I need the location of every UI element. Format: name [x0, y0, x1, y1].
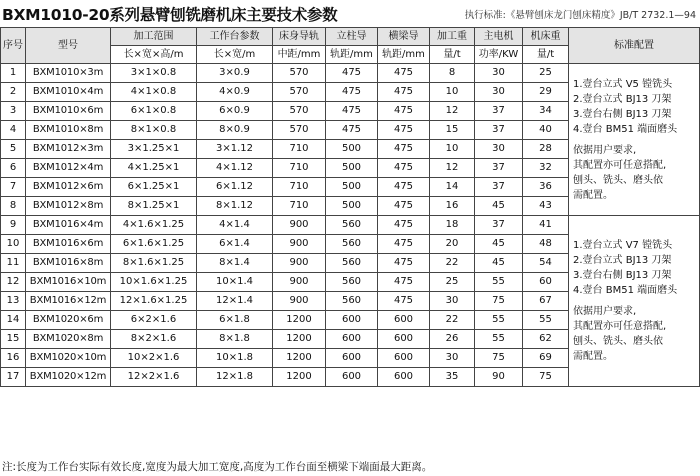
- cell-bed: 1200: [273, 311, 326, 330]
- footnote: 注:长度为工作台实际有效长度,宽度为最大加工宽度,高度为工作台面至横梁下端面最大距离。: [2, 461, 433, 473]
- cell-model: BXM1010×4m: [26, 83, 111, 102]
- cell-motor: 30: [475, 64, 523, 83]
- cell-column: 500: [326, 197, 378, 216]
- cell-column: 475: [326, 64, 378, 83]
- cell-column: 500: [326, 159, 378, 178]
- header-range: 加工范围: [111, 28, 197, 46]
- config-line: 3.壹台右侧 BJ13 刀架: [573, 270, 672, 281]
- header-row: [1, 28, 700, 46]
- cell-range: 8×1.25×1: [111, 197, 197, 216]
- cell-model: BXM1010×6m: [26, 102, 111, 121]
- cell-column: 560: [326, 273, 378, 292]
- cell-seq: 4: [1, 121, 26, 140]
- header-motor: 主电机: [475, 28, 523, 46]
- cell-range: 3×1×0.8: [111, 64, 197, 83]
- cell-seq: 2: [1, 83, 26, 102]
- cell-motor: 37: [475, 121, 523, 140]
- config-line: 2.壹台立式 BJ13 刀架: [573, 93, 672, 105]
- cell-machine: 75: [523, 368, 569, 387]
- cell-bed: 900: [273, 216, 326, 235]
- cell-motor: 55: [475, 273, 523, 292]
- cell-table: 3×0.9: [197, 64, 273, 83]
- cell-model: BXM1010×8m: [26, 121, 111, 140]
- cell-machine: 48: [523, 235, 569, 254]
- cell-beam: 475: [378, 64, 430, 83]
- cell-seq: 11: [1, 254, 26, 273]
- cell-weight: 20: [430, 235, 475, 254]
- cell-column: 560: [326, 254, 378, 273]
- header-seq: 序号: [1, 28, 26, 64]
- cell-beam: 475: [378, 235, 430, 254]
- cell-bed: 710: [273, 159, 326, 178]
- cell-table: 6×1.8: [197, 311, 273, 330]
- cell-table: 10×1.4: [197, 273, 273, 292]
- cell-machine: 32: [523, 159, 569, 178]
- cell-weight: 26: [430, 330, 475, 349]
- config-extra-line: 其配置亦可任意搭配,: [573, 159, 667, 171]
- header-model: 型号: [26, 28, 111, 64]
- table-row: [1, 216, 700, 235]
- cell-machine: 28: [523, 140, 569, 159]
- cell-weight: 25: [430, 273, 475, 292]
- cell-machine: 67: [523, 292, 569, 311]
- cell-seq: 3: [1, 102, 26, 121]
- cell-seq: 13: [1, 292, 26, 311]
- cell-motor: 30: [475, 83, 523, 102]
- cell-range: 8×1.6×1.25: [111, 254, 197, 273]
- cell-range: 6×1.6×1.25: [111, 235, 197, 254]
- config-extra-line: 需配置。: [573, 189, 613, 201]
- cell-range: 6×1.25×1: [111, 178, 197, 197]
- cell-weight: 35: [430, 368, 475, 387]
- header-weight: 加工重: [430, 28, 475, 46]
- cell-range: 12×2×1.6: [111, 368, 197, 387]
- cell-beam: 475: [378, 273, 430, 292]
- subheader-column: 轨距/mm: [326, 46, 378, 64]
- cell-bed: 900: [273, 235, 326, 254]
- cell-range: 8×2×1.6: [111, 330, 197, 349]
- cell-range: 8×1×0.8: [111, 121, 197, 140]
- page-title: BXM1010-20系列悬臂刨铣磨机床主要技术参数: [2, 6, 338, 24]
- cell-seq: 12: [1, 273, 26, 292]
- cell-column: 600: [326, 311, 378, 330]
- cell-bed: 570: [273, 64, 326, 83]
- cell-model: BXM1010×3m: [26, 64, 111, 83]
- cell-beam: 475: [378, 197, 430, 216]
- cell-range: 10×2×1.6: [111, 349, 197, 368]
- spec-table-body: [1, 64, 700, 387]
- cell-beam: 475: [378, 121, 430, 140]
- cell-table: 10×1.8: [197, 349, 273, 368]
- cell-motor: 30: [475, 140, 523, 159]
- cell-range: 4×1.25×1: [111, 159, 197, 178]
- cell-machine: 54: [523, 254, 569, 273]
- config-line: 3.壹台右侧 BJ13 刀架: [573, 108, 672, 120]
- standard-reference: 执行标准:《悬臂刨床龙门刨床精度》JB/T 2732.1—94: [464, 10, 696, 21]
- cell-motor: 45: [475, 235, 523, 254]
- table-row: [1, 64, 700, 83]
- cell-weight: 12: [430, 102, 475, 121]
- cell-seq: 17: [1, 368, 26, 387]
- cell-column: 560: [326, 235, 378, 254]
- cell-beam: 475: [378, 254, 430, 273]
- header-bed: 床身导轨: [273, 28, 326, 46]
- cell-beam: 475: [378, 178, 430, 197]
- subheader-machine: 量/t: [523, 46, 569, 64]
- cell-model: BXM1016×8m: [26, 254, 111, 273]
- cell-seq: 6: [1, 159, 26, 178]
- cell-range: 6×1×0.8: [111, 102, 197, 121]
- header-beam: 横梁导: [378, 28, 430, 46]
- cell-seq: 16: [1, 349, 26, 368]
- config-extra-line: 依据用户要求,: [573, 144, 637, 156]
- config-line: 1.壹台立式 V5 镗铣头: [573, 78, 673, 90]
- cell-bed: 710: [273, 140, 326, 159]
- cell-machine: 69: [523, 349, 569, 368]
- cell-seq: 7: [1, 178, 26, 197]
- cell-machine: 25: [523, 64, 569, 83]
- cell-table: 3×1.12: [197, 140, 273, 159]
- cell-table: 8×0.9: [197, 121, 273, 140]
- config-line: 4.壹台 BM51 端面磨头: [573, 285, 678, 296]
- cell-model: BXM1020×6m: [26, 311, 111, 330]
- cell-table: 4×1.4: [197, 216, 273, 235]
- subheader-range: 长×宽×高/m: [111, 46, 197, 64]
- cell-column: 475: [326, 102, 378, 121]
- cell-model: BXM1016×4m: [26, 216, 111, 235]
- cell-column: 500: [326, 178, 378, 197]
- cell-column: 600: [326, 368, 378, 387]
- cell-weight: 10: [430, 83, 475, 102]
- cell-weight: 15: [430, 121, 475, 140]
- cell-weight: 30: [430, 349, 475, 368]
- cell-beam: 475: [378, 159, 430, 178]
- cell-machine: 60: [523, 273, 569, 292]
- cell-column: 600: [326, 330, 378, 349]
- cell-motor: 75: [475, 292, 523, 311]
- cell-bed: 1200: [273, 330, 326, 349]
- subheader-motor: 功率/KW: [475, 46, 523, 64]
- subheader-beam: 轨距/mm: [378, 46, 430, 64]
- cell-weight: 22: [430, 311, 475, 330]
- cell-table: 8×1.12: [197, 197, 273, 216]
- cell-column: 560: [326, 292, 378, 311]
- cell-range: 10×1.6×1.25: [111, 273, 197, 292]
- cell-table: 6×0.9: [197, 102, 273, 121]
- cell-beam: 600: [378, 311, 430, 330]
- cell-bed: 570: [273, 102, 326, 121]
- cell-beam: 475: [378, 292, 430, 311]
- cell-model: BXM1012×8m: [26, 197, 111, 216]
- cell-model: BXM1012×6m: [26, 178, 111, 197]
- cell-range: 6×2×1.6: [111, 311, 197, 330]
- cell-table: 4×1.12: [197, 159, 273, 178]
- cell-motor: 75: [475, 349, 523, 368]
- header-column: 立柱导: [326, 28, 378, 46]
- cell-model: BXM1020×10m: [26, 349, 111, 368]
- cell-seq: 10: [1, 235, 26, 254]
- cell-weight: 10: [430, 140, 475, 159]
- cell-range: 4×1.6×1.25: [111, 216, 197, 235]
- header-table: 工作台参数: [197, 28, 273, 46]
- cell-weight: 12: [430, 159, 475, 178]
- cell-machine: 34: [523, 102, 569, 121]
- cell-motor: 37: [475, 102, 523, 121]
- cell-beam: 600: [378, 349, 430, 368]
- cell-bed: 570: [273, 121, 326, 140]
- cell-beam: 600: [378, 330, 430, 349]
- cell-table: 8×1.4: [197, 254, 273, 273]
- cell-bed: 710: [273, 197, 326, 216]
- cell-model: BXM1020×12m: [26, 368, 111, 387]
- cell-beam: 475: [378, 102, 430, 121]
- header-config: 标准配置: [569, 28, 700, 64]
- cell-seq: 5: [1, 140, 26, 159]
- cell-motor: 45: [475, 254, 523, 273]
- config-extra-line: 刨头、铣头、磨头依: [573, 174, 663, 186]
- cell-weight: 30: [430, 292, 475, 311]
- cell-table: 6×1.12: [197, 178, 273, 197]
- cell-bed: 900: [273, 254, 326, 273]
- cell-seq: 8: [1, 197, 26, 216]
- config-line: 4.壹台 BM51 端面磨头: [573, 123, 678, 135]
- cell-range: 4×1×0.8: [111, 83, 197, 102]
- cell-column: 475: [326, 121, 378, 140]
- cell-model: BXM1016×6m: [26, 235, 111, 254]
- cell-seq: 15: [1, 330, 26, 349]
- cell-table: 12×1.8: [197, 368, 273, 387]
- cell-machine: 41: [523, 216, 569, 235]
- cell-model: BXM1016×10m: [26, 273, 111, 292]
- cell-model: BXM1020×8m: [26, 330, 111, 349]
- cell-range: 12×1.6×1.25: [111, 292, 197, 311]
- cell-machine: 43: [523, 197, 569, 216]
- cell-machine: 62: [523, 330, 569, 349]
- subheader-weight: 量/t: [430, 46, 475, 64]
- cell-bed: 1200: [273, 368, 326, 387]
- cell-bed: 1200: [273, 349, 326, 368]
- header-machine: 机床重: [523, 28, 569, 46]
- config-extra-line: 需配置。: [573, 351, 613, 362]
- cell-motor: 55: [475, 311, 523, 330]
- config-line: 1.壹台立式 V7 镗铣头: [573, 240, 673, 251]
- cell-motor: 37: [475, 178, 523, 197]
- cell-beam: 475: [378, 83, 430, 102]
- cell-weight: 8: [430, 64, 475, 83]
- cell-column: 475: [326, 83, 378, 102]
- spec-table: [0, 27, 700, 387]
- cell-bed: 900: [273, 292, 326, 311]
- cell-beam: 475: [378, 216, 430, 235]
- cell-machine: 29: [523, 83, 569, 102]
- cell-motor: 37: [475, 216, 523, 235]
- cell-table: 4×0.9: [197, 83, 273, 102]
- cell-table: 8×1.8: [197, 330, 273, 349]
- cell-column: 560: [326, 216, 378, 235]
- subheader-table: 长×宽/m: [197, 46, 273, 64]
- cell-beam: 600: [378, 368, 430, 387]
- cell-beam: 475: [378, 140, 430, 159]
- cell-seq: 1: [1, 64, 26, 83]
- config-cell: [569, 216, 700, 387]
- cell-model: BXM1012×3m: [26, 140, 111, 159]
- cell-range: 3×1.25×1: [111, 140, 197, 159]
- config-line: 2.壹台立式 BJ13 刀架: [573, 255, 672, 266]
- config-cell: [569, 64, 700, 216]
- cell-machine: 36: [523, 178, 569, 197]
- cell-motor: 55: [475, 330, 523, 349]
- config-extra-line: 依据用户要求,: [573, 306, 637, 317]
- cell-bed: 710: [273, 178, 326, 197]
- cell-bed: 900: [273, 273, 326, 292]
- cell-seq: 14: [1, 311, 26, 330]
- cell-weight: 22: [430, 254, 475, 273]
- subheader-bed: 中距/mm: [273, 46, 326, 64]
- cell-weight: 16: [430, 197, 475, 216]
- cell-motor: 90: [475, 368, 523, 387]
- cell-motor: 37: [475, 159, 523, 178]
- cell-machine: 55: [523, 311, 569, 330]
- cell-weight: 18: [430, 216, 475, 235]
- cell-bed: 570: [273, 83, 326, 102]
- config-extra-line: 其配置亦可任意搭配,: [573, 321, 667, 332]
- cell-machine: 40: [523, 121, 569, 140]
- cell-weight: 14: [430, 178, 475, 197]
- cell-table: 12×1.4: [197, 292, 273, 311]
- cell-model: BXM1016×12m: [26, 292, 111, 311]
- cell-model: BXM1012×4m: [26, 159, 111, 178]
- cell-column: 500: [326, 140, 378, 159]
- cell-column: 600: [326, 349, 378, 368]
- cell-motor: 45: [475, 197, 523, 216]
- cell-seq: 9: [1, 216, 26, 235]
- config-extra-line: 刨头、铣头、磨头依: [573, 336, 663, 347]
- cell-table: 6×1.4: [197, 235, 273, 254]
